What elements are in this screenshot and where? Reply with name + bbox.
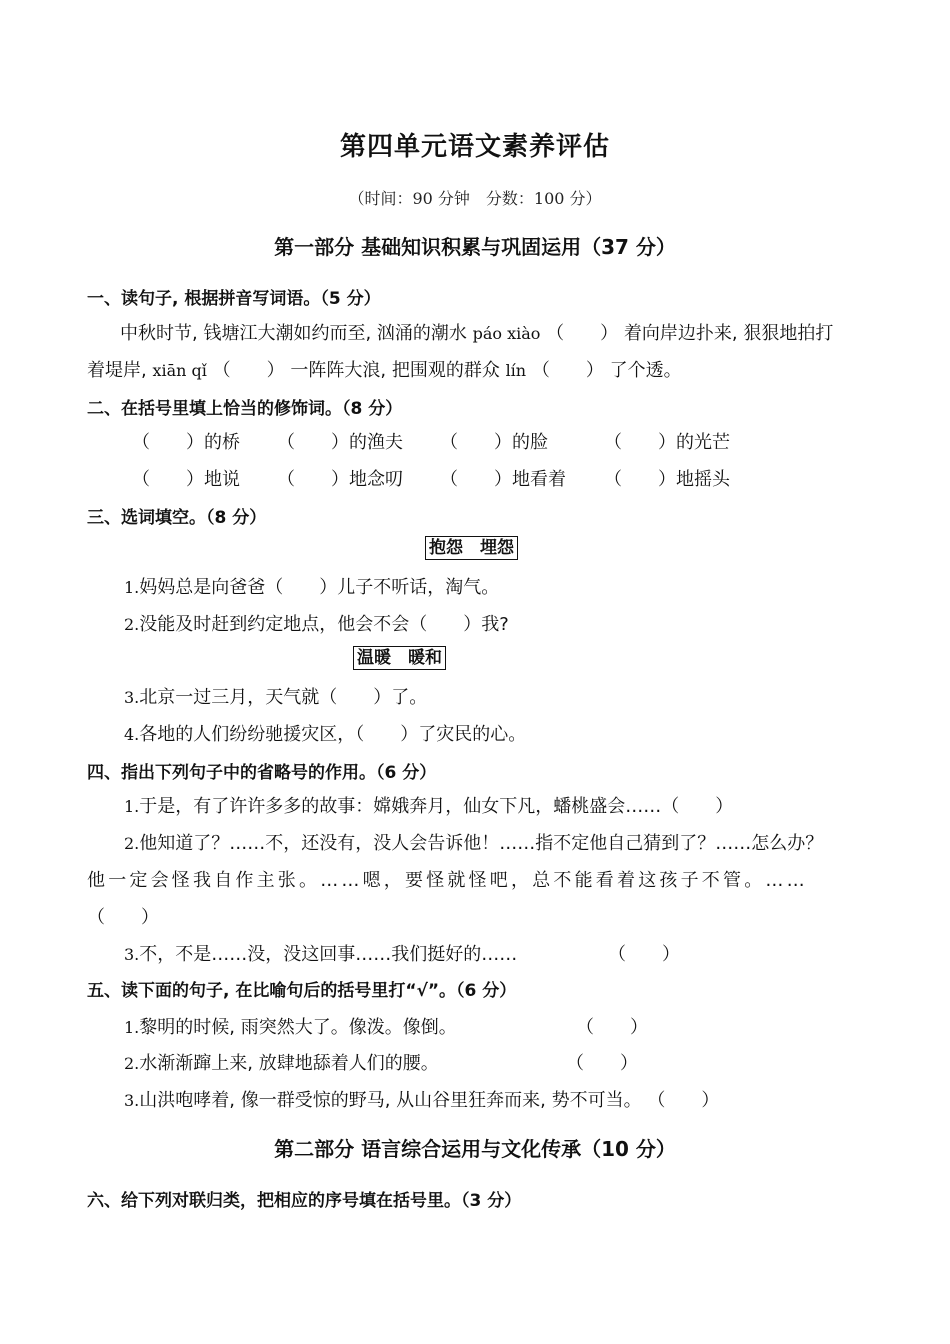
s2-item: （ ）的脸 bbox=[440, 432, 548, 453]
s4-q1: 1.于是，有了许许多多的故事：嫦娥奔月，仙女下凡，蟠桃盛会……（ ） bbox=[124, 796, 734, 817]
blank[interactable]: （ ） bbox=[604, 432, 676, 453]
word-choice-box-2: 温暖 暖和 bbox=[353, 646, 446, 670]
blank[interactable]: （ ） bbox=[531, 360, 604, 381]
blank[interactable]: （ ） bbox=[87, 907, 159, 928]
blank[interactable]: （ ） bbox=[277, 469, 349, 490]
s2-item: （ ）地说 bbox=[132, 469, 240, 490]
section-five-heading: 五、读下面的句子, 在比喻句后的括号里打“√”。（6 分） bbox=[87, 981, 517, 1001]
blank[interactable]: （ ） bbox=[132, 432, 204, 453]
section-one-heading: 一、读句子, 根据拼音写词语。（5 分） bbox=[87, 289, 381, 309]
blank[interactable]: （ ） bbox=[440, 469, 512, 490]
blank[interactable]: （ ） bbox=[440, 432, 512, 453]
s3-q1: 1.妈妈总是向爸爸（ ）儿子不听话，淘气。 bbox=[124, 577, 500, 598]
pinyin-1: páo xiào bbox=[472, 324, 541, 343]
blank[interactable]: （ ） bbox=[212, 360, 285, 381]
s2-item: （ ）的光芒 bbox=[604, 432, 730, 453]
page-title: 第四单元语文素养评估 bbox=[339, 132, 610, 162]
pinyin-2: xiān qǐ bbox=[152, 361, 207, 380]
pinyin-3: lín bbox=[505, 361, 527, 380]
blank[interactable]: （ ） bbox=[647, 1090, 720, 1111]
s1-line1: 中秋时节, 钱塘江大潮如约而至, 汹涌的潮水 páo xiào （ ） 着向岸边扑来, 狠狠地拍打 bbox=[120, 323, 834, 344]
blank[interactable]: （ ） bbox=[604, 469, 676, 490]
blank[interactable]: （ ） bbox=[576, 1017, 648, 1038]
section-four-heading: 四、指出下列句子中的省略号的作用。（6 分） bbox=[87, 763, 437, 783]
part-two-heading: 第二部分 语言综合运用与文化传承（10 分） bbox=[274, 1137, 676, 1161]
s5-q2: 2.水渐渐蹿上来, 放肆地舔着人们的腰。 bbox=[124, 1053, 439, 1074]
s3-q3: 3.北京一过三月，天气就（ ）了。 bbox=[124, 687, 428, 708]
word-choice-box-1: 抱怨 埋怨 bbox=[425, 536, 518, 560]
section-three-heading: 三、选词填空。（8 分） bbox=[87, 508, 267, 528]
section-two-heading: 二、在括号里填上恰当的修饰词。（8 分） bbox=[87, 399, 403, 419]
s5-q3: 3.山洪咆哮着, 像一群受惊的野马, 从山谷里狂奔而来, 势不可当。 （ ） bbox=[124, 1090, 720, 1111]
s4-q2-line1: 2.他知道了？……不，还没有，没人会告诉他！……指不定他自己猜到了？……怎么办？ bbox=[124, 833, 824, 854]
s5-q1: 1.黎明的时候, 雨突然大了。像泼。像倒。 bbox=[124, 1017, 457, 1038]
part-one-heading: 第一部分 基础知识积累与巩固运用（37 分） bbox=[274, 235, 676, 259]
blank[interactable]: （ ） bbox=[546, 323, 619, 344]
s2-item: （ ）的桥 bbox=[132, 432, 240, 453]
s1-line2: 着堤岸, xiān qǐ （ ） 一阵阵大浪, 把围观的群众 lín （ ） 了个透。 bbox=[87, 360, 682, 381]
s2-item: （ ）地摇头 bbox=[604, 469, 730, 490]
blank[interactable]: （ ） bbox=[566, 1053, 638, 1074]
s2-item: （ ）的渔夫 bbox=[277, 432, 403, 453]
s3-q2: 2.没能及时赶到约定地点，他会不会（ ）我? bbox=[124, 614, 509, 635]
blank[interactable]: （ ） bbox=[132, 469, 204, 490]
blank[interactable]: （ ） bbox=[277, 432, 349, 453]
s3-q4: 4.各地的人们纷纷驰援灾区，（ ）了灾民的心。 bbox=[124, 724, 527, 745]
s2-item: （ ）地看着 bbox=[440, 469, 566, 490]
blank[interactable]: （ ） bbox=[608, 944, 680, 965]
s4-q2-line2: 他一定会怪我自作主张。……嗯，要怪就怪吧，总不能看着这孩子不管。…… bbox=[87, 870, 808, 891]
s4-q3: 3.不，不是……没，没这回事……我们挺好的…… bbox=[124, 944, 518, 965]
s2-item: （ ）地念叨 bbox=[277, 469, 403, 490]
page-subtitle: （时间：90 分钟 分数：100 分） bbox=[348, 189, 602, 208]
section-six-heading: 六、给下列对联归类，把相应的序号填在括号里。（3 分） bbox=[87, 1191, 522, 1211]
